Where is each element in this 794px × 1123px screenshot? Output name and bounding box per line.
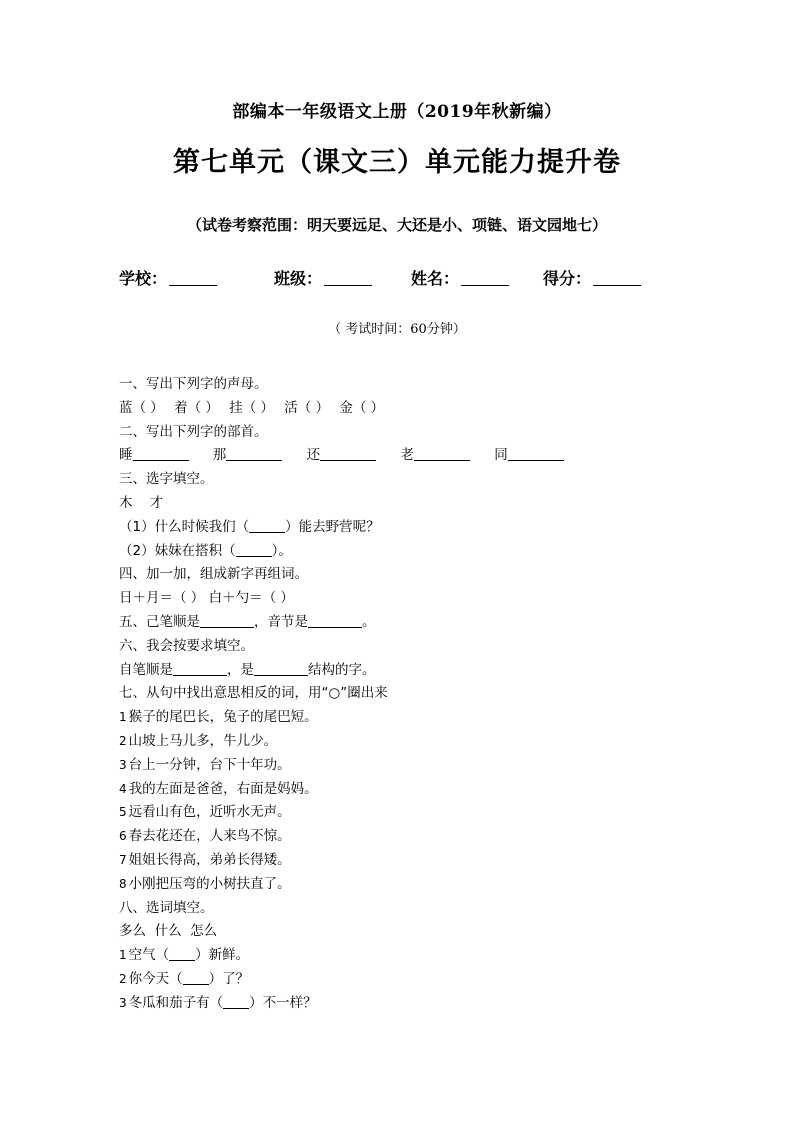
q2-char: 同 xyxy=(494,447,508,464)
exam-scope: （试卷考察范围：明天要远足、大还是小、项链、语文园地七） xyxy=(186,216,607,234)
q1-item: 着（ ） xyxy=(174,399,219,416)
q8-item: 3 冬瓜和茄子有（ ）不一样？ xyxy=(119,994,317,1011)
q5-stroke-blank[interactable] xyxy=(200,613,254,628)
name-label: 姓名： xyxy=(411,269,460,288)
score-blank[interactable] xyxy=(593,269,641,286)
q1-item: 金（ ） xyxy=(339,399,385,416)
q4-heading: 四、加一加，组成新字再组词。 xyxy=(119,566,308,583)
q1-heading: 一、写出下列字的声母。 xyxy=(119,376,268,392)
q1-item: 挂（ ） xyxy=(229,399,274,416)
exam-title: 第七单元（课文三）单元能力提升卷 xyxy=(173,147,621,178)
q2-blank[interactable] xyxy=(508,446,564,461)
q3-heading: 三、选字填空。 xyxy=(119,471,214,488)
q1-item: 蓝（ ） xyxy=(119,399,164,416)
q7-item: 5 远看山有色，近听水无声。 xyxy=(119,804,291,821)
class-field xyxy=(274,266,372,289)
q8-blank[interactable] xyxy=(169,946,195,961)
name-blank[interactable] xyxy=(461,269,509,286)
exam-time: （ 考试时间：60分钟） xyxy=(328,322,466,337)
q6-stroke-blank[interactable] xyxy=(173,661,227,676)
q8-blank[interactable] xyxy=(183,970,209,985)
q2-blank[interactable] xyxy=(133,446,189,461)
q2-items xyxy=(119,444,719,468)
q3-item: （2）妹妹在搭积（ ）。 xyxy=(119,542,292,559)
q7-item: 8 小刚把压弯的小树扶直了。 xyxy=(119,875,291,892)
school-label: 学校： xyxy=(119,269,168,288)
q1-item: 活（ ） xyxy=(284,399,330,416)
score-label: 得分： xyxy=(543,269,592,288)
q2-char: 老 xyxy=(400,447,414,464)
q8-options: 多么 什么 怎么 xyxy=(119,923,218,940)
q2-char: 那 xyxy=(212,447,227,464)
name-field xyxy=(411,266,509,289)
school-blank[interactable] xyxy=(169,269,217,286)
class-label: 班级： xyxy=(274,269,323,288)
q2-blank[interactable] xyxy=(226,446,282,461)
q8-item: 2 你今天（ ）了？ xyxy=(119,970,250,987)
q6-heading: 六、我会按要求填空。 xyxy=(119,637,254,654)
q8-heading: 八、选词填空。 xyxy=(119,899,214,916)
q2-char: 睡 xyxy=(119,447,133,464)
q6-structure-blank[interactable] xyxy=(254,661,308,676)
student-info-row xyxy=(0,266,794,290)
q7-heading: 七、从句中找出意思相反的词，用“○”圈出来 xyxy=(119,685,388,702)
score-field xyxy=(543,266,641,289)
q7-item: 1 猴子的尾巴长，兔子的尾巴短。 xyxy=(119,709,318,726)
exam-subtitle: 部编本一年级语文上册（2019年秋新编） xyxy=(232,102,562,122)
q6-line: 自笔顺是 ，是 结构的字。 xyxy=(119,661,376,678)
q2-heading: 二、写出下列字的部首。 xyxy=(119,423,268,440)
q2-blank[interactable] xyxy=(320,446,376,461)
q5-heading: 五、己笔顺是 ，音节是 。 xyxy=(119,613,376,630)
q3-blank[interactable] xyxy=(236,542,272,557)
school-field xyxy=(119,266,217,289)
class-blank[interactable] xyxy=(324,269,372,286)
q2-char: 还 xyxy=(306,447,321,464)
q3-item: （1）什么时候我们（ ）能去野营呢？ xyxy=(119,518,380,535)
q4-line: 日＋月＝（ ） 白＋勺＝（ ） xyxy=(119,590,294,607)
q7-item: 4 我的左面是爸爸，右面是妈妈。 xyxy=(119,780,318,797)
q7-item: 6 春去花还在，人来鸟不惊。 xyxy=(119,828,291,845)
q8-blank[interactable] xyxy=(223,994,249,1009)
q8-item: 1 空气（ ）新鲜。 xyxy=(119,947,250,964)
q2-blank[interactable] xyxy=(414,446,470,461)
q7-item: 7 姐姐长得高，弟弟长得矮。 xyxy=(119,851,291,868)
exam-body xyxy=(119,373,719,1016)
q3-blank[interactable] xyxy=(249,518,285,533)
q7-item: 3 台上一分钟，台下十年功。 xyxy=(119,756,291,773)
q7-item: 2 山坡上马儿多，牛儿少。 xyxy=(119,732,278,749)
q5-pinyin-blank[interactable] xyxy=(308,613,362,628)
q3-options: 木 才 xyxy=(119,494,164,511)
q1-items xyxy=(119,397,719,421)
